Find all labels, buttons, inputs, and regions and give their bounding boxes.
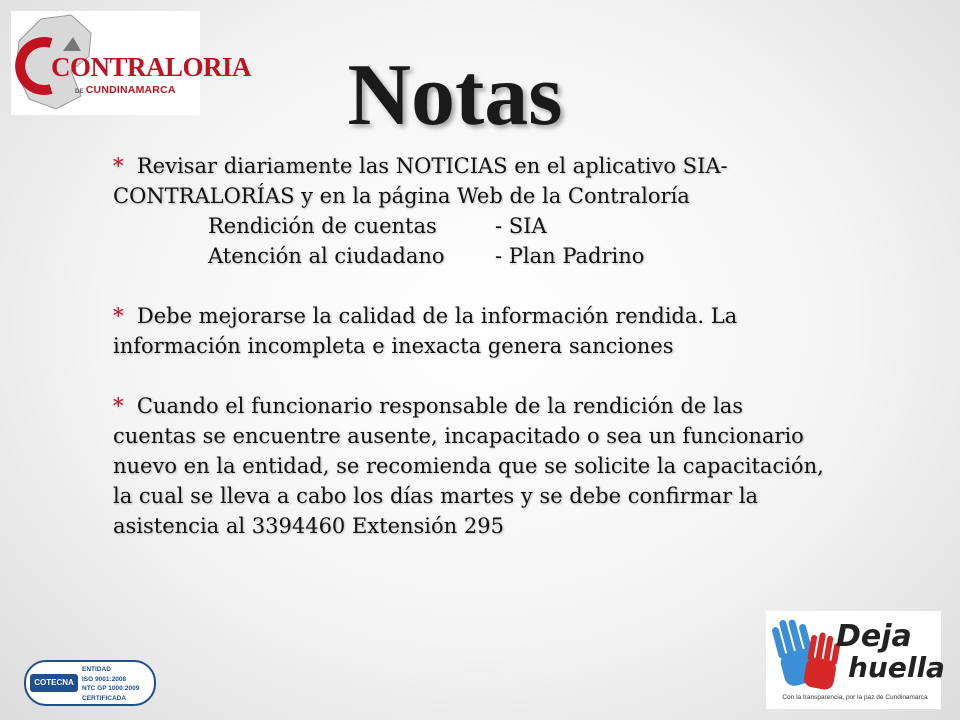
sub-item-atencion: Atención al ciudadano - Plan Padrino bbox=[208, 244, 645, 268]
campaign-word-deja: Deja bbox=[836, 619, 912, 654]
page-title: Notas bbox=[347, 47, 563, 144]
campaign-tagline: Con la transparencia, por la paz de Cundinamarca bbox=[782, 694, 928, 701]
bullet-star-icon: * bbox=[113, 154, 124, 178]
note-item-3-cont: la cual se lleva a cabo los días martes y se debe confirmar la bbox=[113, 484, 759, 508]
deja-huella-logo bbox=[766, 611, 945, 709]
note-item-2-cont: información incompleta e inexacta genera sanciones bbox=[113, 334, 674, 358]
certification-logo bbox=[24, 660, 156, 706]
cotecna-brand: COTECNA bbox=[30, 674, 78, 692]
notes-body bbox=[113, 151, 903, 541]
logo-region: DE CUNDINAMARCA bbox=[75, 84, 176, 96]
bullet-star-icon: * bbox=[113, 394, 124, 418]
certification-text: ENTIDAD ISO 9001:2008 NTC GP 1000:2009 CERTIFICADA bbox=[82, 666, 140, 702]
logo-wordmark: CONTRALORIA bbox=[51, 52, 252, 82]
note-item-1-cont: CONTRALORÍAS y en la página Web de la Contraloría bbox=[113, 184, 690, 208]
sub-item-rendicion: Rendición de cuentas - SIA bbox=[208, 214, 547, 238]
note-item-3-cont: asistencia al 3394460 Extensión 295 bbox=[113, 514, 504, 538]
note-item-2: * Debe mejorarse la calidad de la información rendida. La bbox=[113, 304, 738, 328]
note-item-3-cont: cuentas se encuentre ausente, incapacitado o sea un funcionario bbox=[113, 424, 804, 448]
campaign-word-huella: huella bbox=[848, 651, 945, 684]
note-item-3: * Cuando el funcionario responsable de la rendición de las bbox=[113, 394, 744, 418]
bullet-star-icon: * bbox=[113, 304, 124, 328]
note-item-3-cont: nuevo en la entidad, se recomienda que se solicite la capacitación, bbox=[113, 454, 824, 478]
note-item-1: * Revisar diariamente las NOTICIAS en el aplicativo SIA- bbox=[113, 154, 728, 178]
